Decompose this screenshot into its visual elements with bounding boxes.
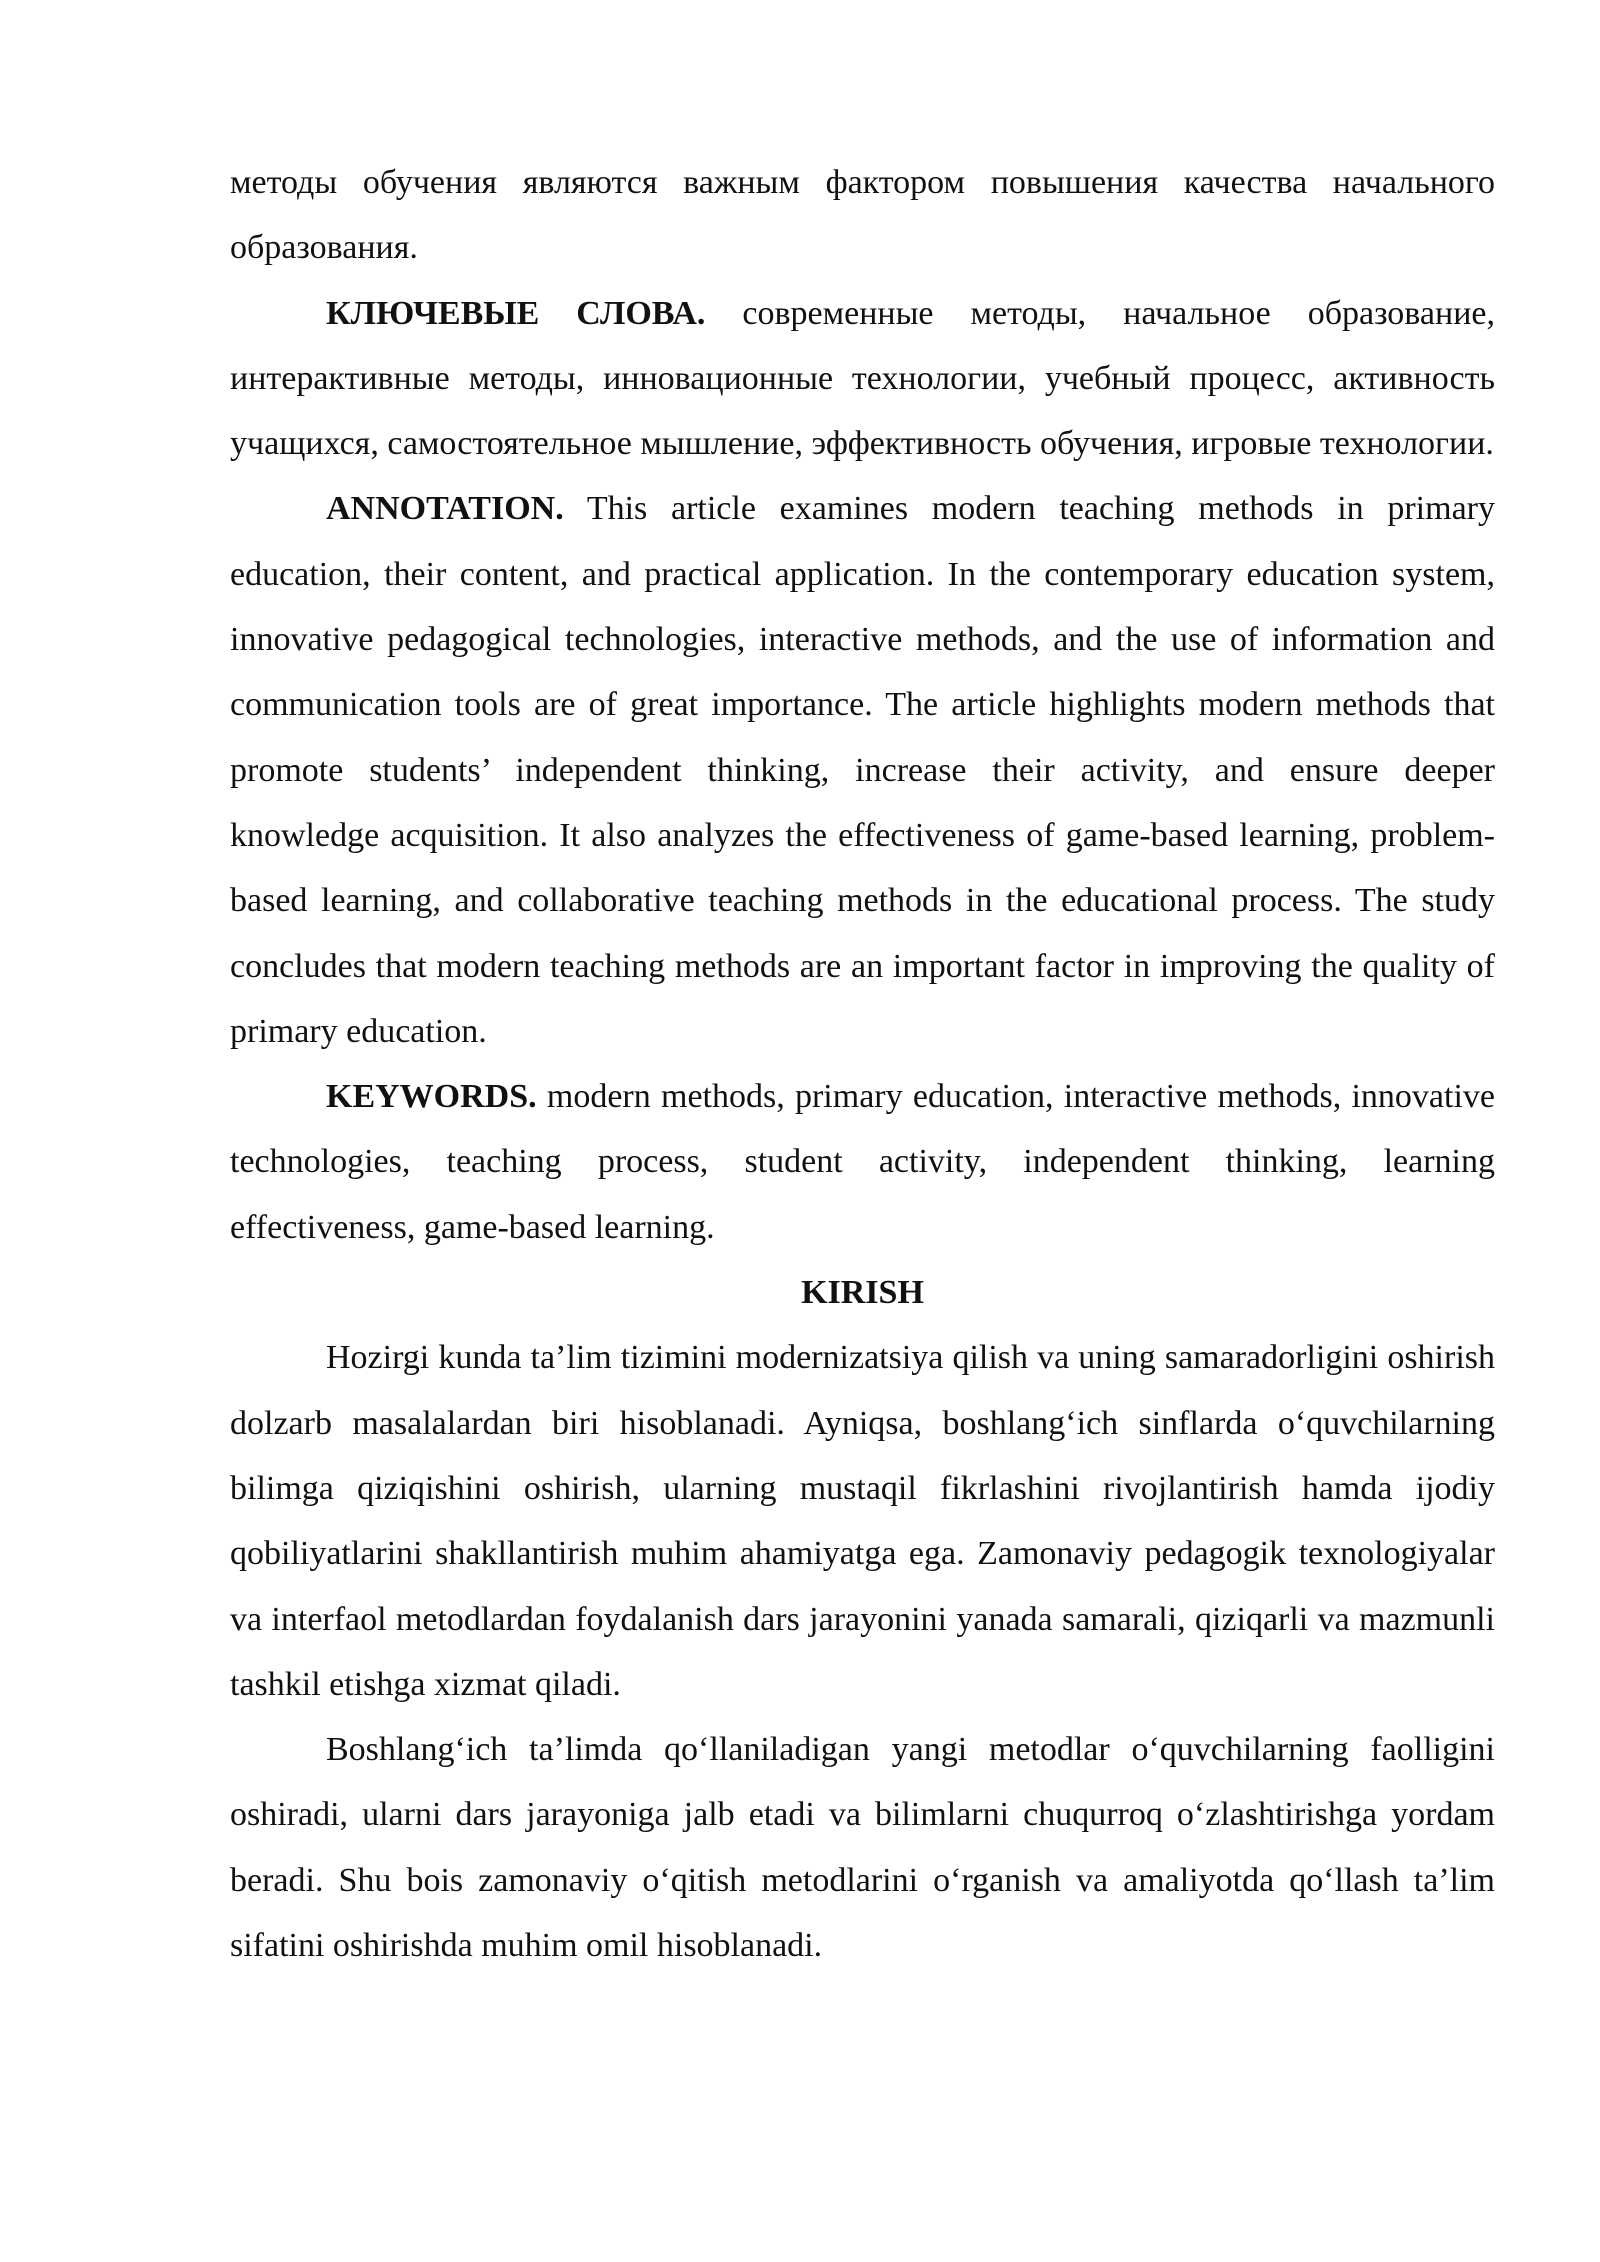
russian-keywords-paragraph [230, 281, 1495, 477]
annotation-label: ANNOTATION. [326, 490, 564, 528]
english-keywords-label: KEYWORDS. [326, 1078, 537, 1116]
intro-tail-paragraph: методы обучения являются важным фактором повышения качества начального образования. [230, 164, 1495, 267]
english-keywords-text: modern methods, primary education, interactive methods, innovative technologies, teaching process, student activity, independent thinking, learning effectiveness, game-based learning. [230, 1078, 1495, 1246]
russian-keywords-text: современные методы, начальное образование, интерактивные методы, инновационные технологии, учебный процесс, активность учащихся, самостоятельное мышление, эффективность обучения, игровые технологии. [230, 294, 1495, 463]
kirish-paragraph-1: Hozirgi kunda ta’lim tizimini modernizatsiya qilish va uning samaradorligini oshirish dolzarb masalalardan biri hisoblanadi. Ayniqsa, boshlang‘ich sinflarda o‘quvchilarning bilimga qiziqishini oshirish, ularning mustaqil fikrlashini rivojlantirish hamda ijodiy qobiliyatlarini shakllantirish muhim ahamiyatga ega. Zamonaviy pedagogik texnologiyalar va interfaol metodlardan foydalanish dars jarayonini yanada samarali, qiziqarli va mazmunli tashkil etishga xizmat qiladi. [230, 1339, 1495, 1703]
section-title: KIRISH [801, 1274, 924, 1312]
annotation-text: This article examines modern teaching methods in primary education, their content, and practical application. In the contemporary education system, innovative pedagogical technologies, interactive methods, and the use of information and communication tools are of great importance. The article highlights modern methods that promote students’ independent thinking, increase their activity, and ensure deeper knowledge acquisition. It also analyzes the effectiveness of game-based learning, problem-based learning, and collaborative teaching methods in the educational process. The study concludes that modern teaching methods are an important factor in improving the quality of primary education. [230, 490, 1495, 1050]
russian-keywords-label: КЛЮЧЕВЫЕ СЛОВА. [326, 294, 706, 332]
document-page [230, 150, 1495, 1978]
english-keywords-paragraph [230, 1064, 1495, 1260]
kirish-paragraph-2: Boshlang‘ich ta’limda qo‘llaniladigan yangi metodlar o‘quvchilarning faolligini oshiradi, ularni dars jarayoniga jalb etadi va bilimlarni chuqurroq o‘zlashtirishga yordam beradi. Shu bois zamonaviy o‘qitish metodlarini o‘rganish va amaliyotda qo‘llash ta’lim sifatini oshirishda muhim omil hisoblanadi. [230, 1731, 1495, 1965]
annotation-paragraph [230, 476, 1495, 1064]
